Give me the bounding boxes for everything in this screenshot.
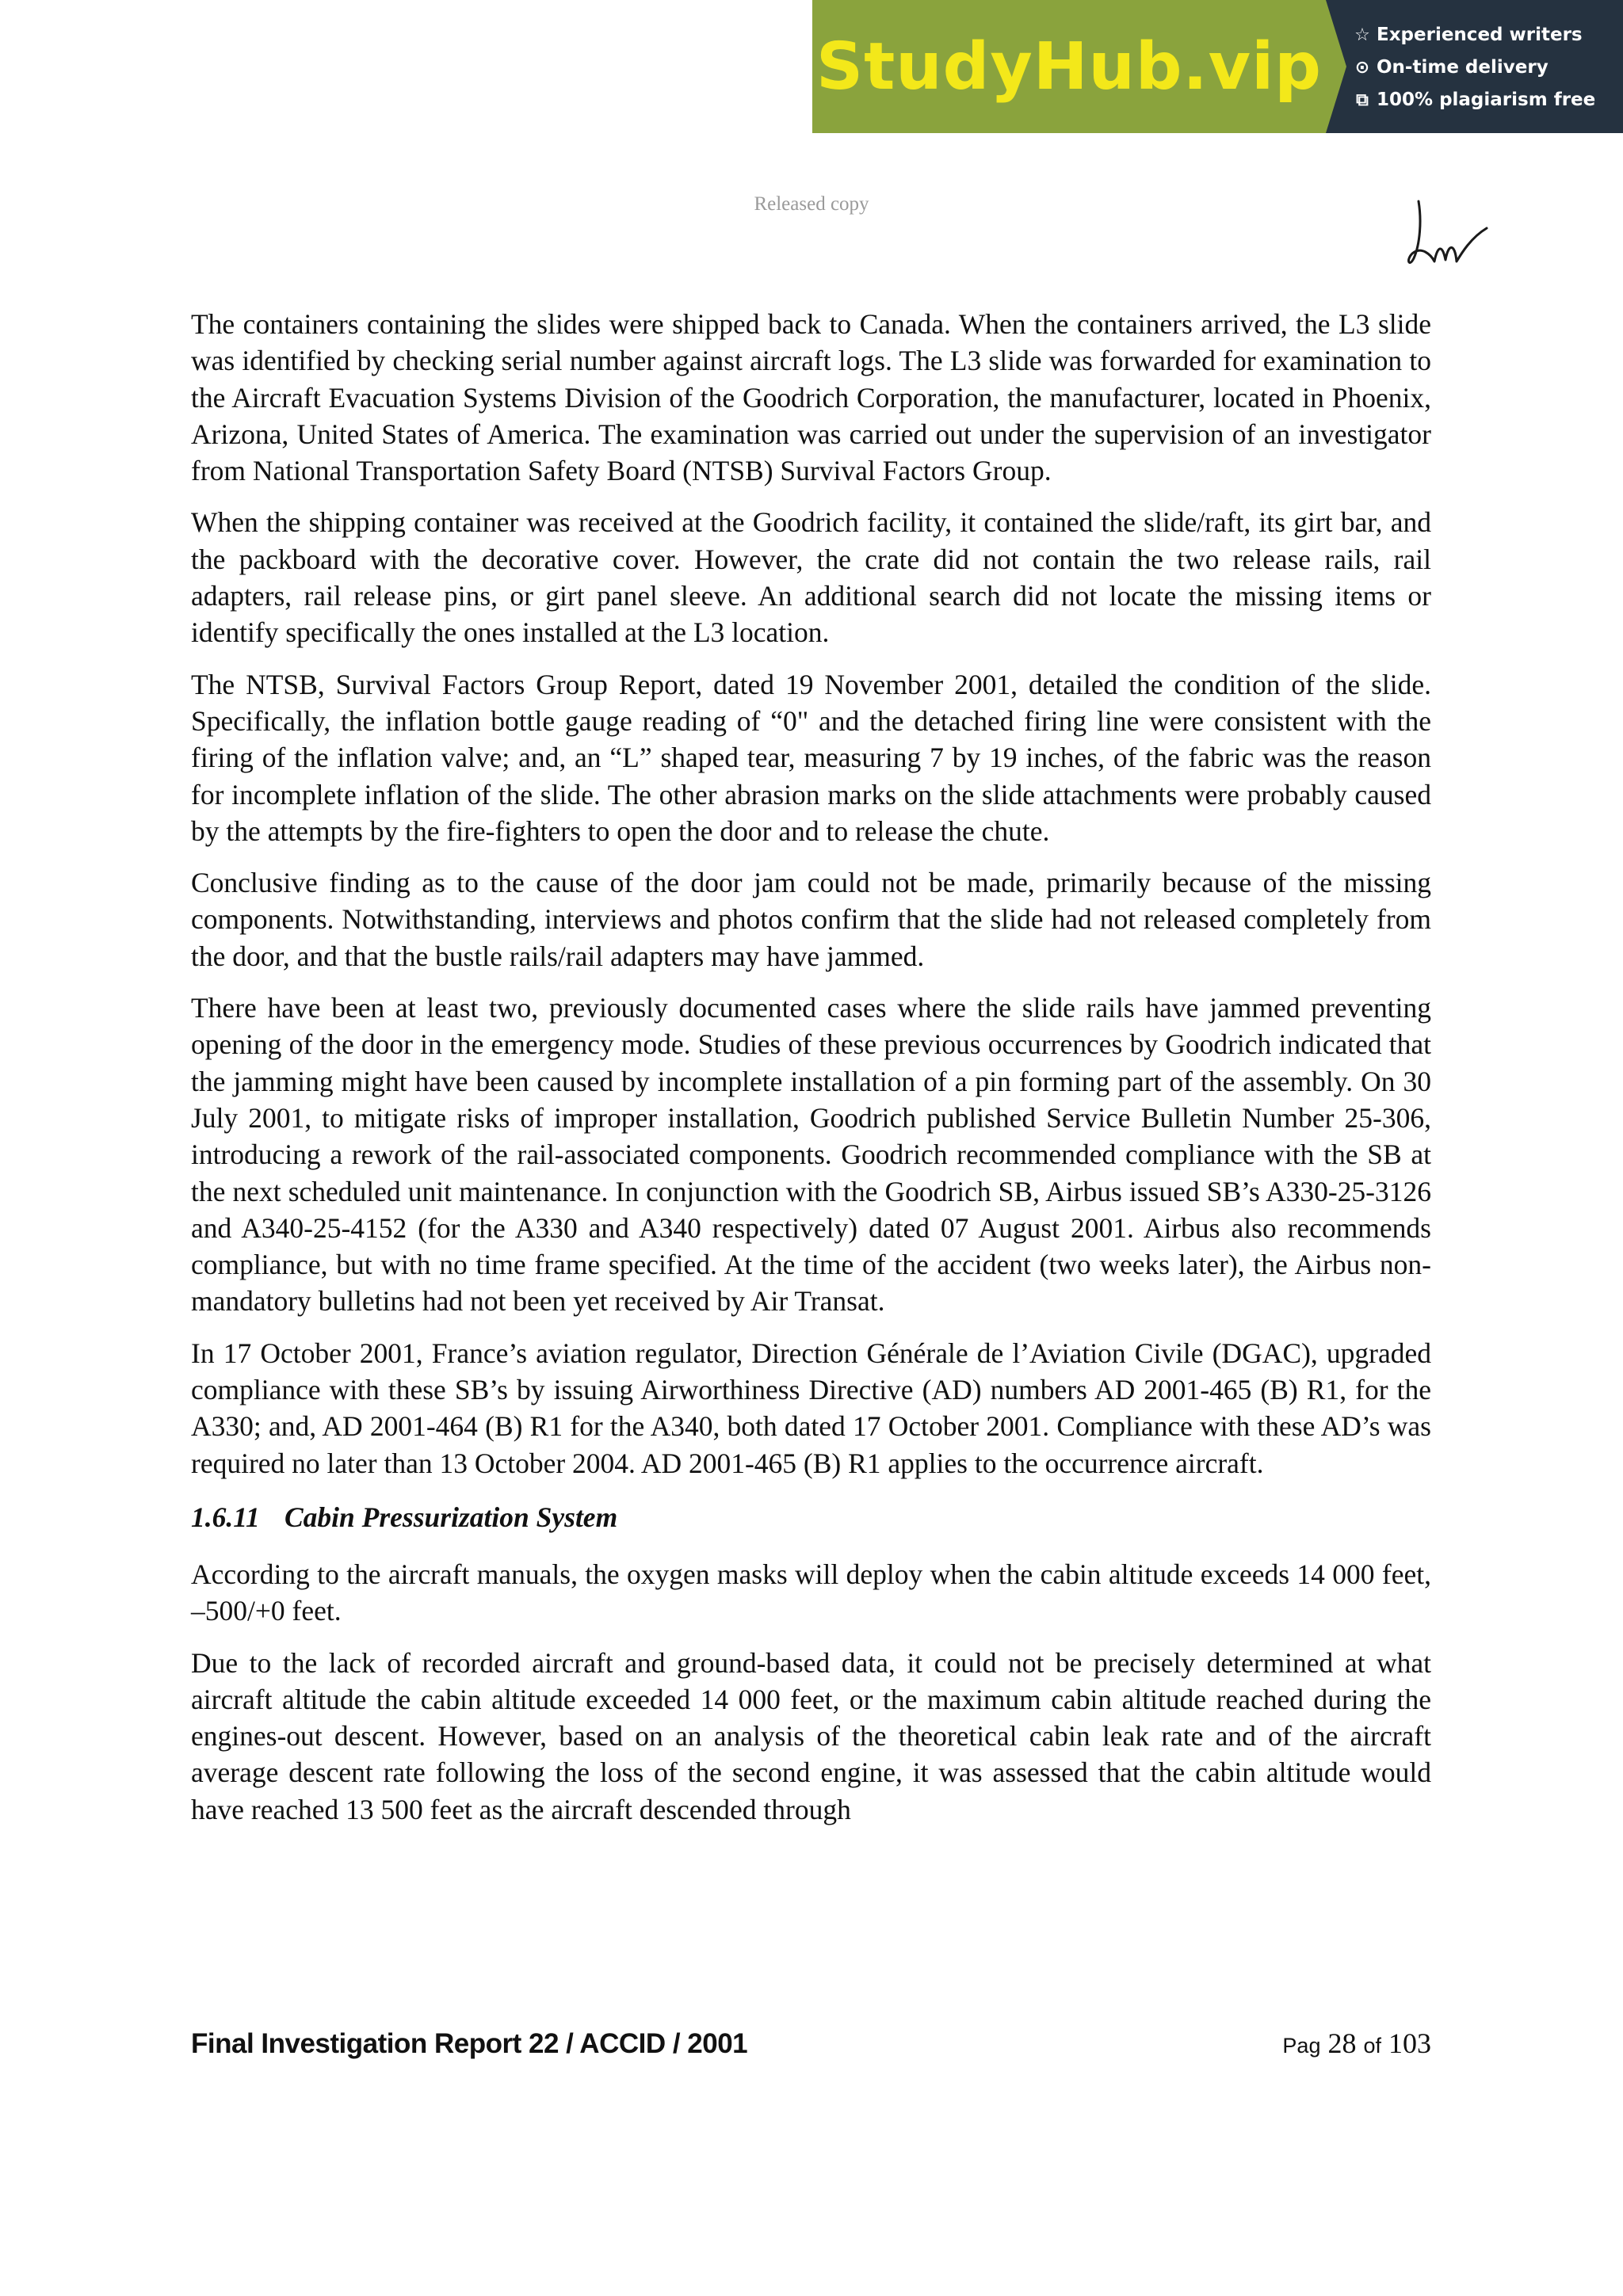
page-of: of <box>1363 2034 1381 2058</box>
banner-feature <box>1353 19 1614 51</box>
banner-logo[interactable] <box>812 0 1326 133</box>
paragraph: There have been at least two, previously documented cases where the slide rails have jammed preventing opening of the door in the emergency mode. Studies of these previous occurrences by Goodrich indicated that the jamming might have been caused by incomplete installation of a pin forming part of the assembly. On 30 July 2001, to mitigate risks of improper installation, Goodrich published Service Bulletin Number 25-306, introducing a rework of the rail-associated components. Goodrich recommended compliance with the SB at the next scheduled unit maintenance. In conjunction with the Goodrich SB, Airbus issued SB’s A330-25-3126 and A340-25-4152 (for the A330 and A340 respectively) dated 07 August 2001. Airbus also recommends compliance, but with no time frame specified. At the time of the accident (two weeks later), the Airbus non-mandatory bulletins had not been yet received by Air Transat. <box>191 992 1431 1318</box>
section-number: 1.6.11 <box>191 1501 260 1533</box>
banner-feature-label: On-time delivery <box>1377 57 1549 78</box>
page-prefix: Pag <box>1282 2034 1321 2058</box>
paragraph: Conclusive finding as to the cause of the door jam could not be made, primarily because of the missing components. Notwithstanding, interviews and photos confirm that the slide had not released completely from the door, and that the bustle rails/rail adapters may have jammed. <box>191 867 1431 972</box>
banner-brand: StudyHub.vip <box>816 29 1322 105</box>
banner-feature-label: 100% plagiarism free <box>1377 90 1596 110</box>
paragraph: Due to the lack of recorded aircraft and ground-based data, it could not be precisely determined at what aircraft altitude the cabin altitude exceeded 14 000 feet, or the maximum cabin altitude reached during the engines-out descent. However, based on an analysis of the theoretical cabin leak rate and of the aircraft average descent rate following the loss of the second engine, it was assessed that the cabin altitude would have reached 13 500 feet as the aircraft descended through <box>191 1646 1431 1825</box>
paragraph: According to the aircraft manuals, the oxygen masks will deploy when the cabin altitude exceeds 14 000 feet, –500/+0 feet. <box>191 1558 1431 1627</box>
ad-banner[interactable] <box>812 0 1623 133</box>
clock-icon: ⊙ <box>1354 58 1370 78</box>
current-page: 28 <box>1327 2027 1357 2059</box>
section-heading <box>191 1499 1431 1535</box>
page-footer <box>191 2027 1431 2060</box>
page-number <box>1282 2027 1431 2060</box>
paragraph: The containers containing the slides were shipped back to Canada. When the containers arrived, the L3 slide was identified by checking serial number against aircraft logs. The L3 slide was forwarded for examination to the Aircraft Evacuation Systems Division of the Goodrich Corporation, the manufacturer, located in Phoenix, Arizona, United States of America. The examination was carried out under the supervision of an investigator from National Transportation Safety Board (NTSB) Survival Factors Group. <box>191 308 1431 487</box>
copy-icon: ⧉ <box>1356 90 1369 110</box>
banner-wedge <box>1326 0 1346 133</box>
banner-feature-list <box>1353 19 1614 116</box>
signature <box>1404 196 1491 273</box>
banner-feature <box>1353 84 1614 116</box>
document-body <box>191 306 1431 1843</box>
paragraph: When the shipping container was received at the Goodrich facility, it contained the slide/raft, its girt bar, and the packboard with the decorative cover. However, the crate did not contain the two release rails, rail adapters, rail release pins, or girt panel sleeve. An additional search did not locate the missing items or identify specifically the ones installed at the L3 location. <box>191 506 1431 649</box>
star-icon: ☆ <box>1354 25 1370 45</box>
banner-feature <box>1353 51 1614 84</box>
released-copy-stamp: Released copy <box>754 193 869 215</box>
total-pages: 103 <box>1388 2027 1431 2059</box>
paragraph: In 17 October 2001, France’s aviation regulator, Direction Générale de l’Aviation Civile (DGAC), upgraded compliance with these SB’s by issuing Airworthiness Directive (AD) numbers AD 2001-465 (B) R1, for the A330; and, AD 2001-464 (B) R1 for the A340, both dated 17 October 2001. Compliance with these AD’s was required no later than 13 October 2004. AD 2001-465 (B) R1 applies to the occurrence aircraft. <box>191 1337 1431 1479</box>
banner-feature-label: Experienced writers <box>1377 25 1583 45</box>
report-title: Final Investigation Report 22 / ACCID / 2001 <box>191 2028 748 2059</box>
paragraph: The NTSB, Survival Factors Group Report, dated 19 November 2001, detailed the condition of the slide. Specifically, the inflation bottle gauge reading of “0" and the detached firing line were consistent with the firing of the inflation valve; and, an “L” shaped tear, measuring 7 by 19 inches, of the fabric was the reason for incomplete inflation of the slide. The other abrasion marks on the slide attachments were probably caused by the attempts by the fire-fighters to open the door and to release the chute. <box>191 668 1431 847</box>
section-title: Cabin Pressurization System <box>285 1501 618 1533</box>
